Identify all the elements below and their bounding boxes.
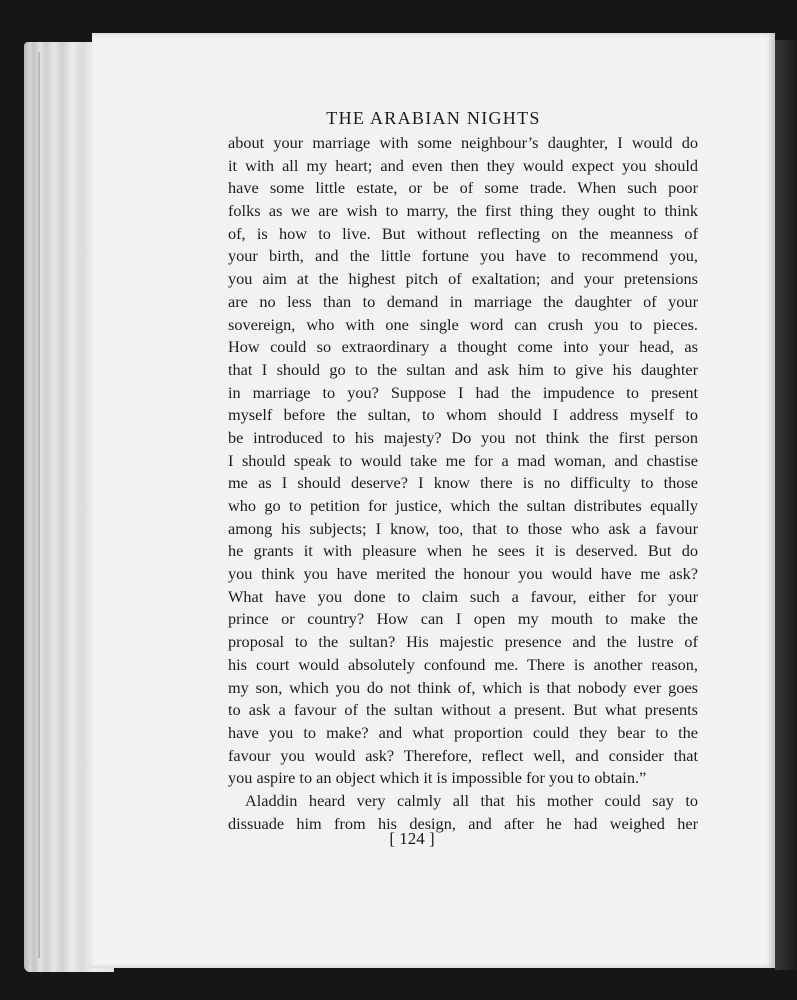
binding-shadow [775,40,797,970]
running-head: THE ARABIAN NIGHTS [326,108,541,128]
text-line: be introduced to his majesty? Do you not think the first person [228,427,698,447]
text-line: proposal to the sultan? His majestic presence and the lustre of [228,632,698,652]
text-line: sovereign, who with one single word can crush you to pieces. [228,314,698,334]
text-line: his court would absolutely confound me. There is another reason, [228,654,698,674]
text-line: me as I should deserve? I know there is no difficulty to those [228,473,698,493]
text-line: who go to petition for justice, which the sultan distributes equally [228,496,698,515]
text-line: dissuade him from his design, and after he had weighed her [228,813,698,833]
text-line: to ask a favour of the sultan without a present. But what presents [228,700,698,720]
text-line: in marriage to you? Suppose I had the impudence to present [228,382,698,402]
text-line: you aim at the highest pitch of exaltation; and your pretensions [228,269,698,289]
body-text [228,132,698,835]
text-line: of, is how to live. But without reflecting on the meanness of [228,223,698,243]
text-line: prince or country? How can I open my mouth to make the [228,609,698,629]
text-line: it with all my heart; and even then they would expect you should [228,155,698,175]
text-line: about your marriage with some neighbour’s daughter, I would do [228,133,698,152]
text-line: you aspire to an object which it is impossible for you to obtain.” [228,768,647,788]
text-line: favour you would ask? Therefore, reflect well, and consider that [228,745,698,765]
text-line: myself before the sultan, to whom should I address myself to [228,405,698,425]
text-line: you think you have merited the honour you would have me ask? [228,564,698,584]
text-line: folks as we are wish to marry, the first thing they ought to think [228,201,698,221]
text-line: that I should go to the sultan and ask him to give his daughter [228,359,698,379]
text-line: my son, which you do not think of, which is that nobody ever goes [228,677,698,697]
text-line: he grants it with pleasure when he sees it is deserved. But do [228,541,698,561]
page-number: [ 124 ] [389,829,435,848]
text-line: have some little estate, or be of some trade. When such poor [228,178,698,198]
text-line: What have you done to claim such a favour, either for your [228,586,698,606]
text-line: your birth, and the little fortune you have to recommend you, [228,246,698,266]
text-line: have you to make? and what proportion could they bear to the [228,722,698,742]
text-line: How could so extraordinary a thought come into your head, as [228,337,698,357]
text-line: among his subjects; I know, too, that to those who ask a favour [228,518,698,538]
text-line: I should speak to would take me for a mad woman, and chastise [228,450,698,470]
text-line: are no less than to demand in marriage the daughter of your [228,291,698,311]
paragraph-start-line: Aladdin heard very calmly all that his mother could say to [245,790,698,810]
